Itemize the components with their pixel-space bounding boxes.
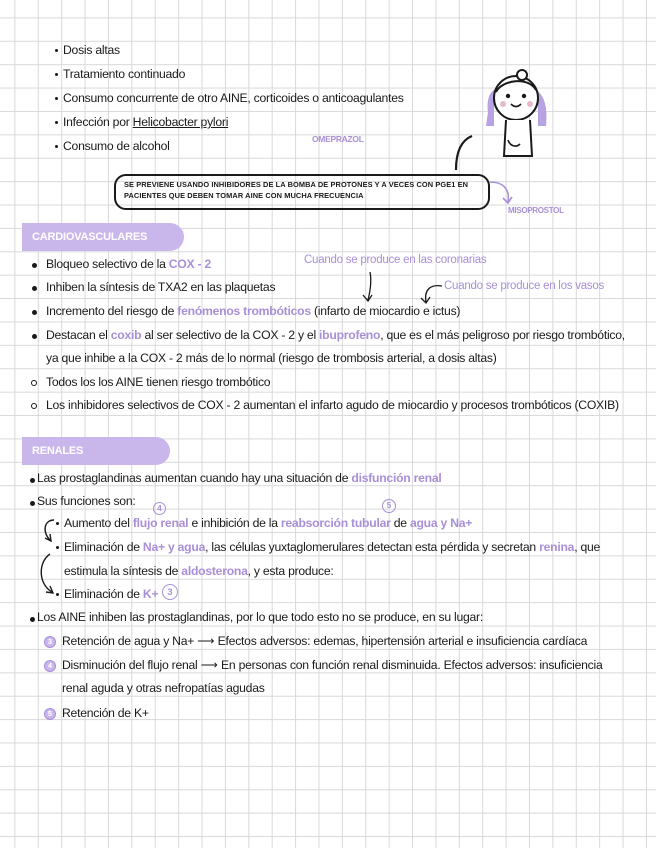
note-vasos: Cuando se produce en los vasos xyxy=(444,280,604,292)
cardio-item-4-line2: ya que inhibe a la COX - 2 más de lo normal (riesgo de trombosis arterial, a dosis altas) xyxy=(46,351,497,365)
renal-item-2: Sus funciones son: xyxy=(37,494,136,508)
section-renales-heading: RENALES xyxy=(22,437,170,465)
consequence-2: Disminución del flujo renal ⟶ En personas con función renal disminuida. Efectos adversos: insuficiencia xyxy=(62,658,603,672)
cardio-item-1: Bloqueo selectivo de la COX - 2 xyxy=(46,257,212,271)
intro-item-alcohol: Consumo de alcohol xyxy=(55,139,170,153)
arrow-right-icon: ⟶ xyxy=(197,634,215,648)
renal-item-3: Los AINE inhiben las prostaglandinas, por lo que todo esto no se produce, en su lugar: xyxy=(37,610,483,624)
misoprostol-label: MISOPROSTOL xyxy=(508,206,564,215)
intro-item-dosis: Dosis altas xyxy=(55,43,120,57)
consequence-marker-4: 4 xyxy=(44,660,56,672)
intro-item-consumo-concurrente: Consumo concurrente de otro AINE, corticoides o anticoagulantes xyxy=(55,91,404,105)
renal-item-1: Las prostaglandinas aumentan cuando hay una situación de disfunción renal xyxy=(37,471,442,485)
cardio-item-2: Inhiben la síntesis de TXA2 en las plaquetas xyxy=(46,280,276,294)
omeprazol-label: OMEPRAZOL xyxy=(312,134,364,144)
arrow-right-icon: ⟶ xyxy=(200,658,218,672)
girl-doodle-illustration xyxy=(450,66,560,166)
cardio-item-4: Destacan el coxib al ser selectivo de la COX - 2 y el ibuprofeno, que es el más peligroso por riesgo trombótico, xyxy=(46,328,625,342)
consequence-1: Retención de agua y Na+ ⟶ Efectos adversos: edemas, hipertensión arterial e insuficiencia cardíaca xyxy=(62,634,588,648)
cardio-item-6: Los inhibidores selectivos de COX - 2 aumentan el infarto agudo de miocardio y procesos trombóticos (COXIB) xyxy=(46,398,619,412)
cardio-item-3: Incremento del riesgo de fenómenos trombóticos (infarto de miocardio e ictus) xyxy=(46,304,461,318)
cardio-item-5: Todos los los AINE tienen riesgo trombótico xyxy=(46,375,271,389)
callout-box: SE PREVIENE USANDO INHIBIDORES DE LA BOMBA DE PROTONES Y A VECES CON PGE1 EN PACIENTES QUE DEBEN TOMAR AINE CON MUCHA FRECUENCIA xyxy=(114,174,490,210)
note-coronarias: Cuando se produce en las coronarias xyxy=(304,254,487,266)
consequence-marker-3: 3 xyxy=(44,636,56,648)
marker-3: 3 xyxy=(162,584,178,600)
intro-item-infeccion: Infección por Helicobacter pylori xyxy=(55,115,228,129)
consequence-2-line2: renal aguda y otras nefropatías agudas xyxy=(62,681,265,695)
intro-item-tratamiento: Tratamiento continuado xyxy=(55,67,185,81)
funcion-1: Aumento del flujo renal e inhibición de la reabsorción tubular de agua y Na+ xyxy=(56,516,472,530)
consequence-marker-5: 5 xyxy=(44,708,56,720)
consequence-3: Retención de K+ xyxy=(62,706,149,720)
pylori-text: Helicobacter pylori xyxy=(132,115,229,129)
funcion-2: Eliminación de Na+ y agua, las células yuxtaglomerulares detectan esta pérdida y secretan renina, que xyxy=(56,540,600,554)
arrow-coronarias xyxy=(360,270,380,306)
marker-5: 5 xyxy=(382,499,396,513)
section-cardiovasculares-heading: CARDIOVASCULARES xyxy=(22,223,184,251)
marker-4: 4 xyxy=(153,502,166,515)
funcion-2-line2: estimula la síntesis de aldosterona, y esta produce: xyxy=(64,564,334,578)
funcion-3: Eliminación de K+ xyxy=(56,587,158,601)
